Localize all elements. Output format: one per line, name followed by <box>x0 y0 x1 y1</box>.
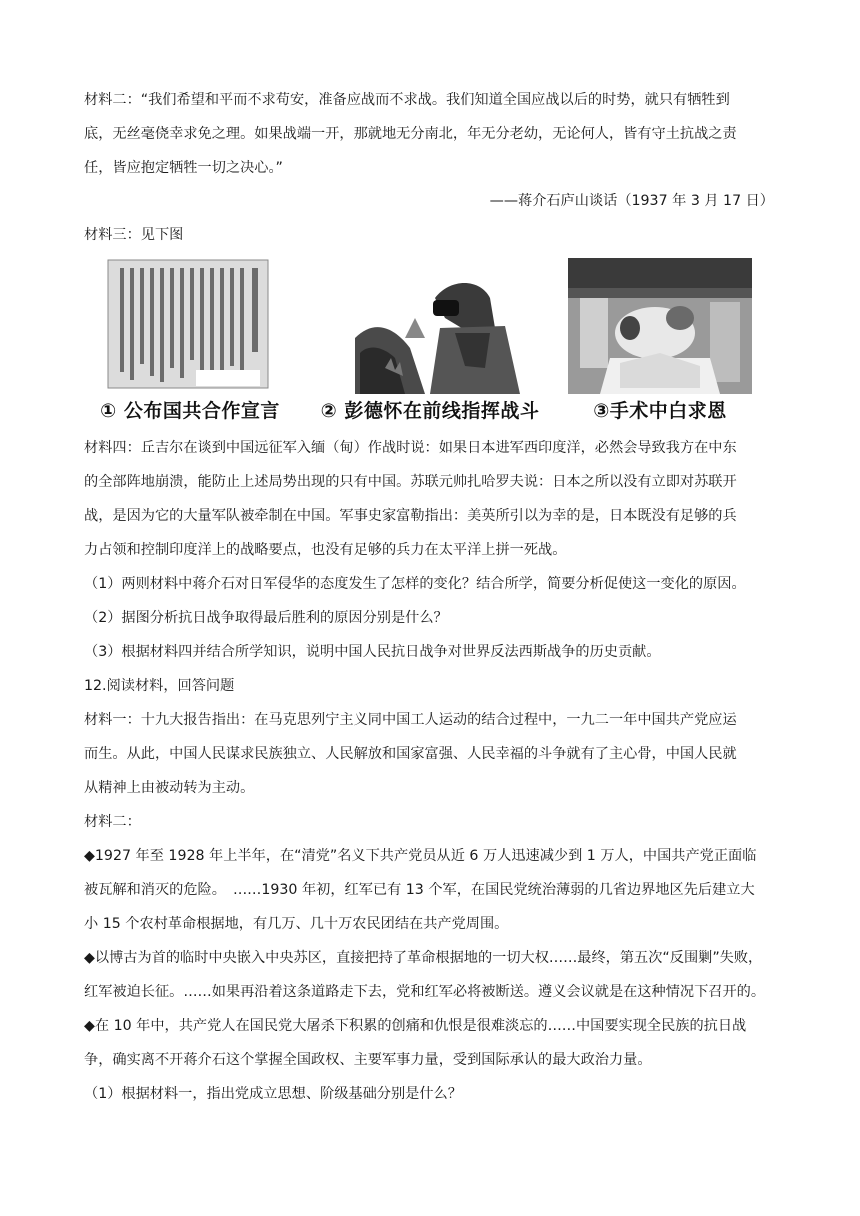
material4-line-1: 材料四：丘吉尔在谈到中国远征军入缅（甸）作战时说：如果日本进军西印度洋，必然会导致我方在中东 <box>84 440 737 456</box>
material4-line-2: 的全部阵地崩溃，能防止上述局势出现的只有中国。苏联元帅扎哈罗夫说：日本之所以没有立即对苏联开 <box>84 474 737 490</box>
material4-line-4: 力占领和控制印度洋上的战略要点，也没有足够的兵力在太平洋上拼一死战。 <box>84 542 567 558</box>
q12-bullet1-line-2: 被瓦解和消灭的危险。 ……1930 年初，红军已有 13 个军，在国民党统治薄弱的几省边界地区先后建立大 <box>84 882 755 898</box>
q12-bullet1-line-1: ◆1927 年至 1928 年上半年，在“清党”名义下共产党员从近 6 万人迅速减少到 1 万人，中国共产党正面临 <box>84 848 757 864</box>
q12-material1-line-2: 而生。从此，中国人民谋求民族独立、人民解放和国家富强、人民幸福的斗争就有了主心骨，中国人民就 <box>84 746 737 762</box>
material4-line-3: 战，是因为它的大量军队被牵制在中国。军事史家富勒指出：美英所引以为幸的是，日本既没有足够的兵 <box>84 508 737 524</box>
q12-question-1: （1）根据材料一，指出党成立思想、阶级基础分别是什么？ <box>84 1086 462 1102</box>
question-11-2: （2）据图分析抗日战争取得最后胜利的原因分别是什么？ <box>84 610 448 626</box>
q12-bullet2-line-1: ◆以博古为首的临时中央嵌入中央苏区，直接把持了革命根据地的一切大权……最终，第五次“反围剿”失败， <box>84 950 763 966</box>
figure-3-caption: ③手术中白求恩 <box>593 400 727 422</box>
figure-2-caption: ② 彭德怀在前线指挥战斗 <box>320 400 540 422</box>
question-11-1: （1）两则材料中蒋介石对日军侵华的态度发生了怎样的变化？结合所学，简要分析促使这一变化的原因。 <box>84 576 746 592</box>
material2-line-3: 任，皆应抱定牺牲一切之决心。” <box>84 160 283 176</box>
q12-bullet3-line-1: ◆在 10 年中，共产党人在国民党大屠杀下积累的创痛和仇恨是很难淡忘的……中国要实现全民族的抗日战 <box>84 1018 747 1034</box>
material2-line-1: 材料二：“我们希望和平而不求苟安，准备应战而不求战。我们知道全国应战以后的时势，就只有牺牲到 <box>84 92 730 108</box>
q12-material1-line-1: 材料一：十九大报告指出：在马克思列宁主义同中国工人运动的结合过程中，一九二一年中国共产党应运 <box>84 712 737 728</box>
question-11-3: （3）根据材料四并结合所学知识，说明中国人民抗日战争对世界反法西斯战争的历史贡献。 <box>84 644 661 660</box>
question-12-title: 12.阅读材料，回答问题 <box>84 678 235 694</box>
q12-material2-label: 材料二： <box>84 814 141 830</box>
figure-1 <box>100 258 280 430</box>
figure-1-caption: ① 公布国共合作宣言 <box>100 400 280 422</box>
figure-2-image <box>315 258 545 394</box>
q12-bullet1-line-3: 小 15 个农村革命根据地，有几万、几十万农民团结在共产党周围。 <box>84 916 509 932</box>
material2-line-2: 底，无丝毫侥幸求免之理。如果战端一开，那就地无分南北，年无分老幼，无论何人，皆有守土抗战之责 <box>84 126 737 142</box>
q12-material1-line-3: 从精神上由被动转为主动。 <box>84 780 255 796</box>
material3-label: 材料三：见下图 <box>84 227 184 243</box>
figure-3-image <box>560 258 760 394</box>
figure-2 <box>315 258 545 430</box>
q12-bullet2-line-2: 红军被迫长征。……如果再沿着这条道路走下去，党和红军必将被断送。遵义会议就是在这种情况下召开的。 <box>84 984 766 1000</box>
figure-3 <box>560 258 760 430</box>
material2-source: ——蒋介石庐山谈话（1937 年 3 月 17 日） <box>489 193 774 209</box>
figure-1-image <box>100 258 280 394</box>
q12-bullet3-line-2: 争，确实离不开蒋介石这个掌握全国政权、主要军事力量，受到国际承认的最大政治力量。 <box>84 1052 652 1068</box>
